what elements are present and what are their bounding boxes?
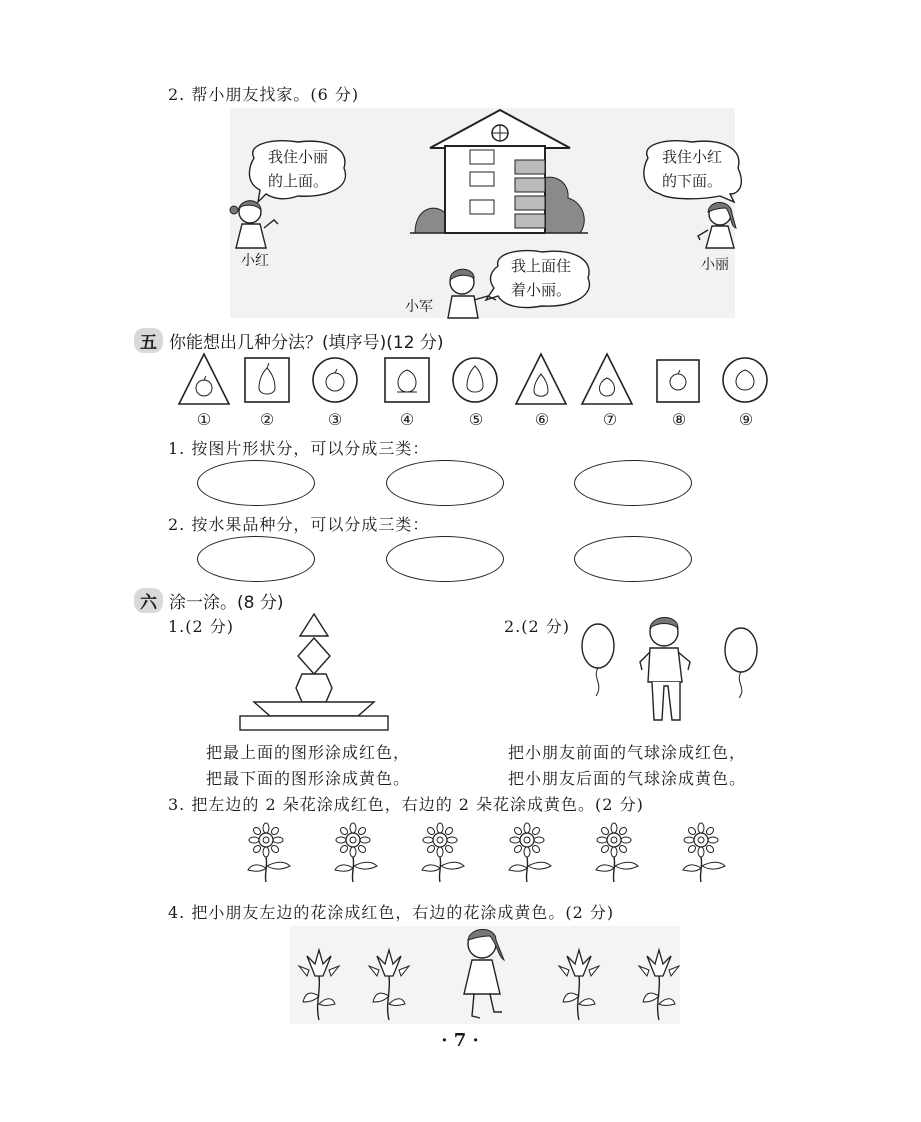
- item-5-circle-pear: [453, 358, 497, 402]
- sunflower-5[interactable]: [596, 823, 638, 882]
- shape-group-oval-1[interactable]: [197, 460, 315, 506]
- item-3-circle-apple: [313, 358, 357, 402]
- stacked-shapes-illustration: [236, 612, 392, 732]
- item-number-2: ②: [259, 410, 275, 429]
- item-number-4: ④: [399, 410, 415, 429]
- item-number-1: ①: [196, 410, 212, 429]
- girl-figure: [464, 930, 504, 1019]
- section-6-heading: [134, 588, 283, 613]
- xiaoli-speech-text: [652, 145, 732, 193]
- middle-diamond[interactable]: [298, 638, 330, 674]
- balloons-boy-illustration: [578, 612, 768, 732]
- item-9-circle-peach: [723, 358, 767, 402]
- fruit-group-oval-3[interactable]: [574, 536, 692, 582]
- sec6-q3-text: 3. 把左边的 2 朵花涂成红色，右边的 2 朵花涂成黄色。(2 分): [168, 795, 644, 814]
- sec6-q1-line2: 把最下面的图形涂成黄色。: [206, 769, 411, 788]
- hexagon[interactable]: [296, 674, 332, 702]
- xiaohong-name: 小红: [241, 253, 269, 269]
- back-balloon[interactable]: [725, 628, 757, 672]
- lily-2[interactable]: [369, 950, 409, 1020]
- section-5-heading: [134, 328, 444, 353]
- item-number-7: ⑦: [602, 410, 618, 429]
- sec5-q2-text: 2. 按水果品种分，可以分成三类：: [168, 515, 430, 534]
- item-7-triangle-peach: [582, 354, 632, 404]
- item-number-8: ⑧: [671, 410, 687, 429]
- fruit-shape-items: [175, 352, 785, 410]
- trapezoid[interactable]: [254, 702, 374, 716]
- sec6-q2-line1: 把小朋友前面的气球涂成红色，: [508, 743, 747, 762]
- shape-group-oval-2[interactable]: [386, 460, 504, 506]
- xiaojun-speech-line-2: 着小丽。: [510, 281, 571, 299]
- item-number-9: ⑨: [738, 410, 754, 429]
- xiaojun-speech-text: [500, 254, 582, 302]
- xiaojun-name: 小军: [405, 299, 433, 315]
- shape-group-oval-3[interactable]: [574, 460, 692, 506]
- page-number: · 7 ·: [441, 1030, 479, 1051]
- sunflower-4[interactable]: [509, 823, 551, 882]
- top-triangle[interactable]: [300, 614, 328, 636]
- xiaoli-speech-line-2: 的下面。: [661, 172, 722, 190]
- front-balloon[interactable]: [582, 624, 614, 668]
- xiaoli-speech-line-1: 我住小红: [661, 148, 722, 166]
- section-6-badge: 六: [134, 588, 163, 613]
- item-2-square-pear: [245, 358, 289, 402]
- xiaojun-speech-line-1: 我上面住: [510, 257, 571, 275]
- sec5-q1-text: 1. 按图片形状分，可以分成三类：: [168, 439, 430, 458]
- section-5-badge: 五: [134, 328, 163, 353]
- fruit-group-oval-2[interactable]: [386, 536, 504, 582]
- xiaohong-speech-line-2: 的上面。: [267, 172, 328, 190]
- item-8-square-apple: [657, 360, 699, 402]
- item-6-triangle-pear: [516, 354, 566, 404]
- item-number-5: ⑤: [468, 410, 484, 429]
- sec6-q4-text: 4. 把小朋友左边的花涂成红色，右边的花涂成黄色。(2 分): [168, 903, 615, 922]
- xiaohong-girl-illustration: [228, 198, 283, 250]
- lily-1[interactable]: [299, 950, 339, 1020]
- sec6-q2-line2: 把小朋友后面的气球涂成黄色。: [508, 769, 747, 788]
- item-number-3: ③: [327, 410, 343, 429]
- xiaoli-name: 小丽: [701, 257, 729, 273]
- lily-4[interactable]: [639, 950, 679, 1020]
- section-5-title: 你能想出几种分法？(填序号)(12 分): [169, 333, 444, 353]
- item-1-triangle-apple: [179, 354, 229, 404]
- item-4-square-peach: [385, 358, 429, 402]
- bottom-rectangle[interactable]: [240, 716, 388, 730]
- sunflower-6[interactable]: [683, 823, 725, 882]
- sunflower-3[interactable]: [422, 823, 464, 882]
- lily-3[interactable]: [559, 950, 599, 1020]
- sunflower-row: [240, 822, 740, 884]
- fruit-group-oval-1[interactable]: [197, 536, 315, 582]
- xiaohong-speech-text: [258, 145, 338, 193]
- q2-title: 2. 帮小朋友找家。(6 分): [168, 85, 360, 104]
- xiaohong-speech-line-1: 我住小丽: [267, 148, 328, 166]
- sunflower-1[interactable]: [248, 823, 290, 882]
- lily-flowers-girl-illustration: [290, 926, 680, 1024]
- xiaoli-girl-illustration: [690, 198, 745, 250]
- sec6-q1-line1: 把最上面的图形涂成红色，: [206, 743, 411, 762]
- item-number-6: ⑥: [534, 410, 550, 429]
- apartment-building-illustration: [410, 108, 590, 238]
- sec6-q1-label: 1.(2 分): [168, 617, 235, 636]
- section-6-title: 涂一涂。(8 分): [169, 593, 284, 613]
- xiaojun-boy-illustration: [440, 266, 500, 318]
- sunflower-2[interactable]: [335, 823, 377, 882]
- sec6-q2-label: 2.(2 分): [504, 617, 571, 636]
